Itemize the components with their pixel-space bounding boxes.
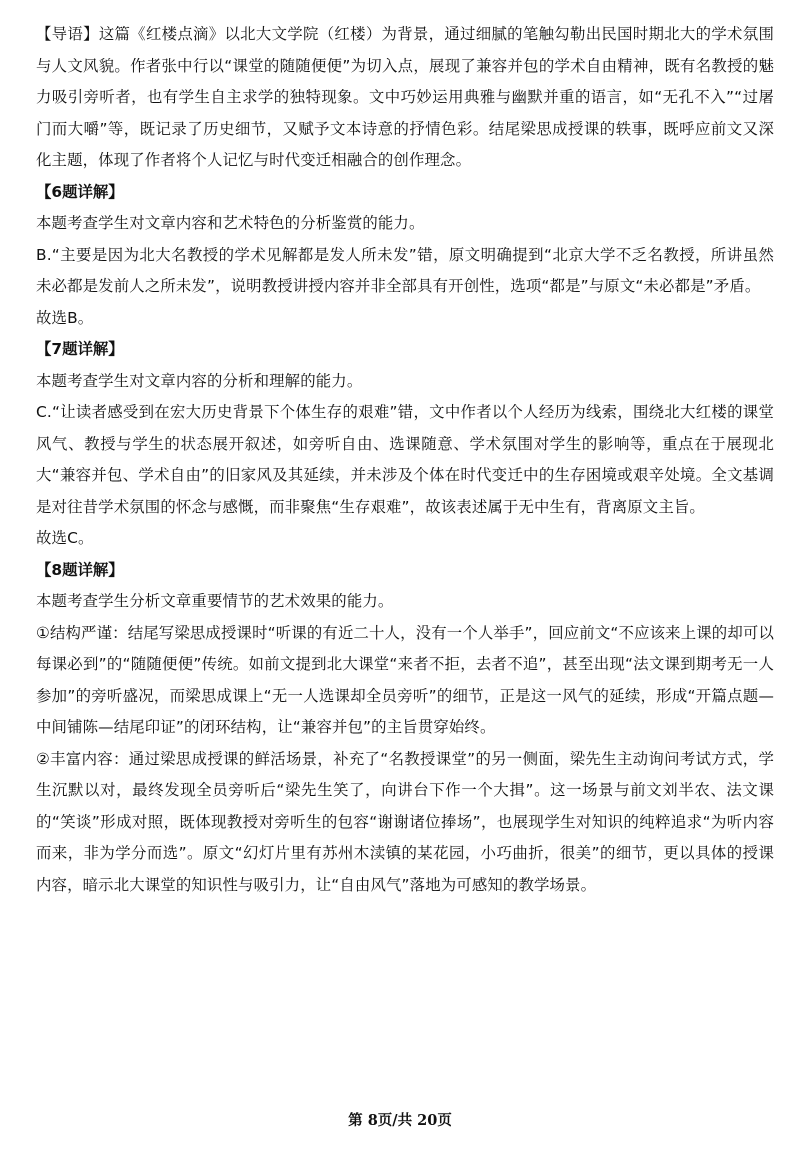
intro-paragraph: 【导语】这篇《红楼点滴》以北大文学院（红楼）为背景，通过细腻的笔触勾勒出民国时期北大的学术氛围与人文风貌。作者张中行以“课堂的随随便便”为切入点，展现了兼容并包的学术自由精神，既有名教授的魅力吸引旁听者，也有学生自主求学的独特现象。文中巧妙运用典雅与幽默并重的语言，如“无孔不入”“过屠门而大嚼”等，既记录了历史细节，又赋予文本诗意的抒情色彩。结尾梁思成授课的轶事，既呼应前文又深化主题，体现了作者将个人记忆与时代变迁相融合的创作理念。 [36, 25, 774, 169]
q7-analysis: C.“让读者感受到在宏大历史背景下个体生存的艰难”错，文中作者以个人经历为线索，围绕北大红楼的课堂风气、教授与学生的状态展开叙述，如旁听自由、选课随意、学术氛围对学生的影响等，重点在于展现北大“兼容并包、学术自由”的旧家风及其延续，并未涉及个体在时代变迁中的生存困境或艰辛处境。全文基调是对往昔学术氛围的怀念与感慨，而非聚焦“生存艰难”，故该表述属于无中生有，背离原文主旨。 [36, 403, 774, 516]
q6-ability: 本题考查学生对文章内容和艺术特色的分析鉴赏的能力。 [36, 214, 425, 232]
q6-analysis: B.“主要是因为北大名教授的学术见解都是发人所未发”错，原文明确提到“北京大学不乏名教授，所讲虽然未必都是发前人之所未发”，说明教授讲授内容并非全部具有开创性，选项“都是”与原文“未必都是”矛盾。 [36, 245, 774, 295]
q8-heading: 【8题详解】 [36, 560, 124, 579]
q8-ability: 本题考查学生分析文章重要情节的艺术效果的能力。 [36, 592, 394, 610]
document-body [36, 19, 774, 901]
q8-point-2: ②丰富内容：通过梁思成授课的鲜活场景，补充了“名教授课堂”的另一侧面，梁先生主动询问考试方式，学生沉默以对，最终发现全员旁听后“梁先生笑了，向讲台下作一个大揖”。这一场景与前文刘半农、法文课的“笑谈”形成对照，既体现教授对旁听生的包容“谢谢诸位捧场”，也展现学生对知识的纯粹追求“为听内容而来，非为学分而选”。原文“幻灯片里有苏州木渎镇的某花园，小巧曲折，很美”的细节，更以具体的授课内容，暗示北大课堂的知识性与吸引力，让“自由风气”落地为可感知的教学场景。 [36, 749, 774, 894]
page-number-footer: 第 8页/共 20页 [348, 1112, 452, 1129]
q6-heading: 【6题详解】 [36, 182, 124, 201]
q7-answer: 故选C。 [36, 529, 94, 547]
q7-heading: 【7题详解】 [36, 340, 124, 358]
q6-answer: 故选B。 [36, 308, 94, 327]
q8-point-1: ①结构严谨：结尾写梁思成授课时“听课的有近二十人，没有一个人举手”，回应前文“不应该来上课的却可以每课必到”的“随随便便”传统。如前文提到北大课堂“来者不拒，去者不追”，甚至出现“法文课到期考无一人参加”的旁听盛况，而梁思成课上“无一人选课却全员旁听”的细节，正是这一风气的延续，形成“开篇点题—中间铺陈—结尾印证”的闭环结构，让“兼容并包”的主旨贯穿始终。 [36, 623, 774, 736]
q7-ability: 本题考查学生对文章内容的分析和理解的能力。 [36, 371, 363, 390]
